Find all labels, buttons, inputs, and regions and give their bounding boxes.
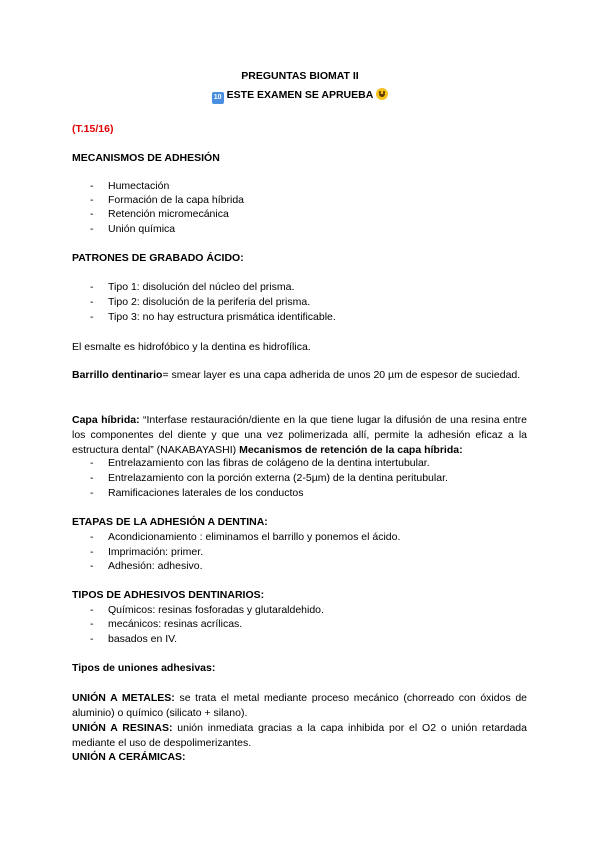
- list-item: Tipo 3: no hay estructura prismática identificable.: [108, 311, 336, 323]
- list-item: Unión química: [108, 223, 176, 235]
- bullet: -: [90, 560, 94, 572]
- capa-hibrida-text: “Interfase restauración/diente en la que tiene lugar la difusión de una resina entre los componentes del diente y que una vez polimerizada allí, permite la adhesión eficaz a la estructura dental” (NAKABAYASHI): [72, 414, 527, 456]
- bullet: -: [90, 633, 94, 645]
- barrillo-paragraph: [72, 368, 527, 383]
- list-item: Adhesión: adhesivo.: [108, 560, 203, 572]
- list-item: Humectación: [108, 180, 170, 192]
- bullet: -: [90, 487, 94, 499]
- capa-hibrida-term: Capa híbrida:: [72, 414, 140, 426]
- bullet: -: [90, 472, 94, 484]
- bullet: -: [90, 546, 94, 558]
- bullet: -: [90, 194, 94, 206]
- bullet: -: [90, 223, 94, 235]
- list-item: Formación de la capa híbrida: [108, 194, 244, 206]
- page-subtitle: [0, 88, 600, 104]
- bullet: -: [90, 311, 94, 323]
- course-tag: (T.15/16): [72, 123, 114, 135]
- bullet: -: [90, 618, 94, 630]
- keycap-ten-icon: 10: [212, 92, 224, 104]
- heading-uniones: Tipos de uniones adhesivas:: [72, 662, 216, 674]
- list-item: Imprimación: primer.: [108, 546, 204, 558]
- smiley-icon: [376, 88, 388, 100]
- capa-hibrida-retention-heading: Mecanismos de retención de la capa híbrida:: [239, 444, 463, 456]
- list-item: Tipo 1: disolución del núcleo del prisma.: [108, 281, 295, 293]
- list-item: Entrelazamiento con la porción externa (2-5µm) de la dentina peritubular.: [108, 472, 448, 484]
- metales-text: se trata el metal mediante proceso mecánico (chorreado con óxidos de aluminio) o químico (silicato + silano).: [72, 692, 528, 719]
- bullet: -: [90, 604, 94, 616]
- list-item: Ramificaciones laterales de los conductos: [108, 487, 304, 499]
- list-item: basados en IV.: [108, 633, 178, 645]
- capa-hibrida-paragraph: [72, 413, 527, 458]
- list-item: mecánicos: resinas acrílicas.: [108, 618, 243, 630]
- heading-tipos: TIPOS DE ADHESIVOS DENTINARIOS:: [72, 589, 265, 601]
- esmalte-line: El esmalte es hidrofóbico y la dentina es hidrofílica.: [72, 341, 311, 353]
- resinas-text: unión inmediata gracias a la capa inhibida por el O2 o unión retardada mediante el uso de despolimerizantes.: [72, 722, 527, 749]
- resinas-paragraph: [72, 721, 527, 751]
- bullet: -: [90, 208, 94, 220]
- ceramicas-heading: UNIÓN A CERÁMICAS:: [72, 751, 186, 763]
- bullet: -: [90, 180, 94, 192]
- bullet: -: [90, 281, 94, 293]
- barrillo-term: Barrillo dentinario: [72, 369, 163, 381]
- list-item: Químicos: resinas fosforadas y glutaraldehido.: [108, 604, 324, 616]
- heading-etapas: ETAPAS DE LA ADHESIÓN A DENTINA:: [72, 516, 268, 528]
- metales-paragraph: [72, 691, 527, 721]
- bullet: -: [90, 531, 94, 543]
- heading-mecanismos: MECANISMOS DE ADHESIÓN: [72, 152, 220, 164]
- bullet: -: [90, 457, 94, 469]
- page-title: PREGUNTAS BIOMAT II: [241, 70, 359, 82]
- list-item: Acondicionamiento : eliminamos el barrillo y ponemos el ácido.: [108, 531, 401, 543]
- metales-term: UNIÓN A METALES:: [72, 692, 175, 704]
- list-item: Tipo 2: disolución de la periferia del prisma.: [108, 296, 311, 308]
- barrillo-text: = smear layer es una capa adherida de unos 20 µm de espesor de suciedad.: [162, 369, 521, 381]
- heading-patrones: PATRONES DE GRABADO ÁCIDO:: [72, 252, 244, 264]
- bullet: -: [90, 296, 94, 308]
- list-item: Retención micromecánica: [108, 208, 229, 220]
- list-item: Entrelazamiento con las fibras de colágeno de la dentina intertubular.: [108, 457, 430, 469]
- resinas-term: UNIÓN A RESINAS:: [72, 722, 173, 734]
- subtitle-text: ESTE EXAMEN SE APRUEBA: [226, 89, 374, 101]
